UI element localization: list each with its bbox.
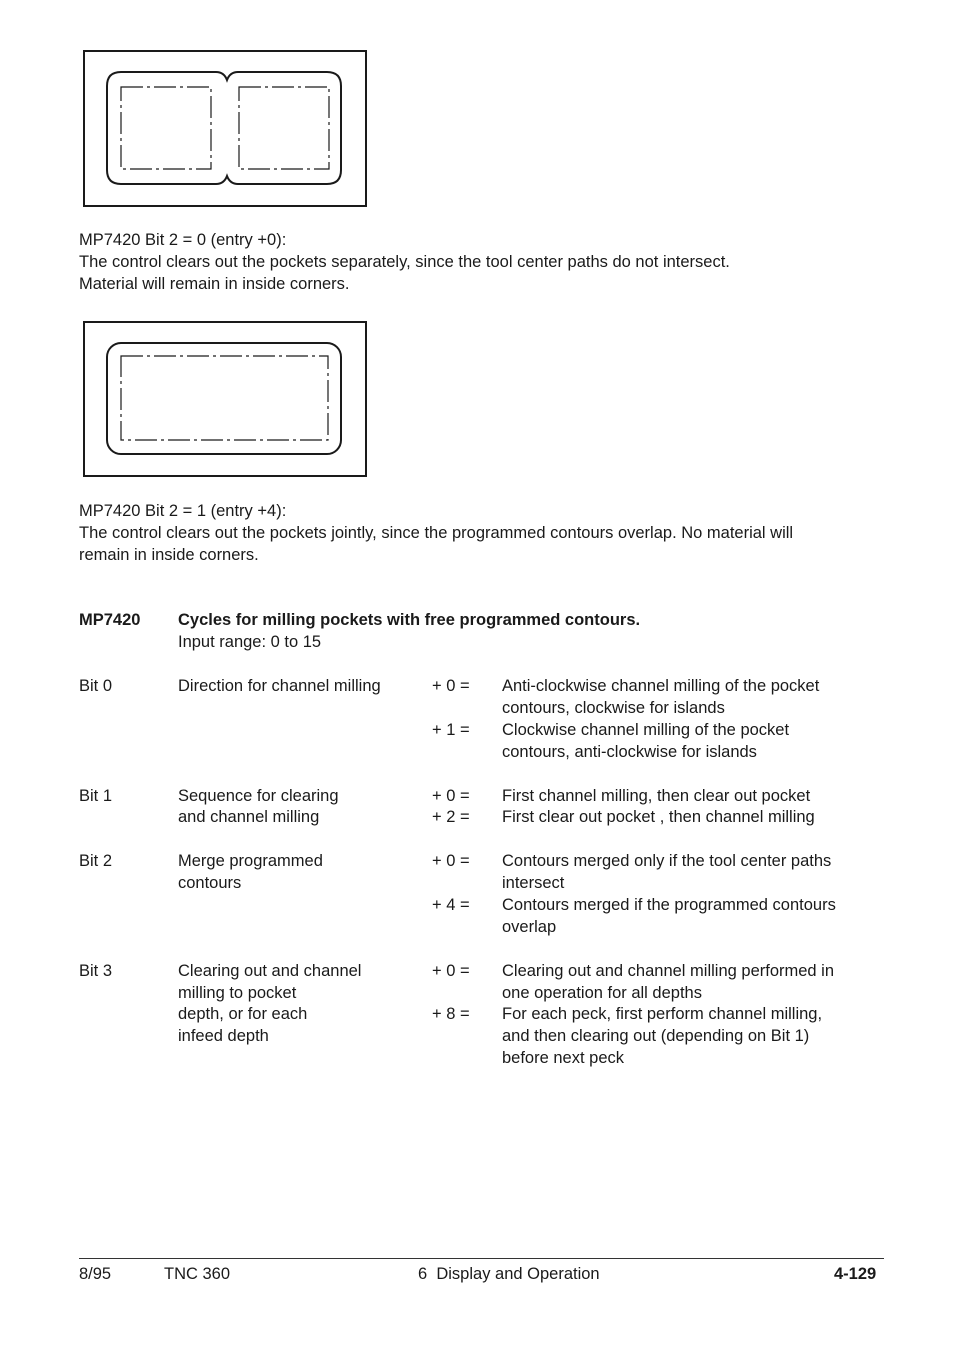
bit0-entry1-value: + 1 =	[432, 721, 470, 739]
figure-merged-pocket	[83, 321, 368, 478]
caption2-line2: The control clears out the pockets jointly, since the programmed contours overlap. No material will	[79, 524, 794, 542]
footer-rule	[79, 1258, 884, 1259]
bit3-desc-line2: depth, or for each	[178, 1005, 308, 1023]
bit0-label: Bit 0	[79, 677, 113, 695]
footer-chapter: 6 Display and Operation	[418, 1265, 600, 1283]
bit0-entry1-line1: contours, anti-clockwise for islands	[502, 743, 757, 761]
bit3-entry1-line0: For each peck, first perform channel milling,	[502, 1005, 823, 1023]
caption1-line3: Material will remain in inside corners.	[79, 275, 350, 293]
caption2-line3: remain in inside corners.	[79, 546, 259, 564]
bit2-desc-line0: Merge programmed	[178, 852, 323, 870]
bit1-entry1-value: + 2 =	[432, 808, 470, 826]
footer-date: 8/95	[79, 1265, 112, 1283]
bit2-label: Bit 2	[79, 852, 113, 870]
bit1-entry0-value: + 0 =	[432, 787, 470, 805]
bit3-label: Bit 3	[79, 962, 113, 980]
footer-model: TNC 360	[164, 1265, 231, 1283]
caption1-line1: MP7420 Bit 2 = 0 (entry +0):	[79, 231, 287, 249]
bit0-entry0-value: + 0 =	[432, 677, 470, 695]
bit1-desc-line0: Sequence for clearing	[178, 787, 339, 805]
bit1-entry0-line0: First channel milling, then clear out pocket	[502, 787, 811, 805]
caption1-line2: The control clears out the pockets separately, since the tool center paths do not intersect.	[79, 253, 730, 271]
bit3-desc-line1: milling to pocket	[178, 984, 297, 1002]
bit0-entry1-line0: Clockwise channel milling of the pocket	[502, 721, 790, 739]
bit0-desc: Direction for channel milling	[178, 677, 381, 695]
bit3-desc-line3: infeed depth	[178, 1027, 269, 1045]
bit3-desc-line0: Clearing out and channel	[178, 962, 362, 980]
bit2-entry1-value: + 4 =	[432, 896, 470, 914]
bit3-entry0-value: + 0 =	[432, 962, 470, 980]
bit0-entry0-line0: Anti-clockwise channel milling of the pocket	[502, 677, 820, 695]
bit3-entry0-line0: Clearing out and channel milling performed in	[502, 962, 835, 980]
bit2-entry0-value: + 0 =	[432, 852, 470, 870]
caption2-line1: MP7420 Bit 2 = 1 (entry +4):	[79, 502, 287, 520]
bit2-entry0-line0: Contours merged only if the tool center paths	[502, 852, 832, 870]
bit2-entry1-line1: overlap	[502, 918, 557, 936]
bit3-entry0-line1: one operation for all depths	[502, 984, 702, 1002]
bit1-entry1-line0: First clear out pocket , then channel milling	[502, 808, 815, 826]
bit0-entry0-line1: contours, clockwise for islands	[502, 699, 725, 717]
bit2-entry0-line1: intersect	[502, 874, 565, 892]
bit1-desc-line1: and channel milling	[178, 808, 320, 826]
bit1-label: Bit 1	[79, 787, 113, 805]
param-name: MP7420	[79, 611, 141, 629]
bit2-entry1-line0: Contours merged if the programmed contours	[502, 896, 836, 914]
param-range: Input range: 0 to 15	[178, 633, 322, 651]
bit3-entry1-line1: and then clearing out (depending on Bit 1)	[502, 1027, 810, 1045]
param-title: Cycles for milling pockets with free programmed contours.	[178, 611, 641, 629]
bit3-entry1-line2: before next peck	[502, 1049, 624, 1067]
bit3-entry1-value: + 8 =	[432, 1005, 470, 1023]
footer-page-number: 4-129	[834, 1265, 877, 1283]
bit2-desc-line1: contours	[178, 874, 242, 892]
figure-separate-pockets	[83, 50, 368, 208]
